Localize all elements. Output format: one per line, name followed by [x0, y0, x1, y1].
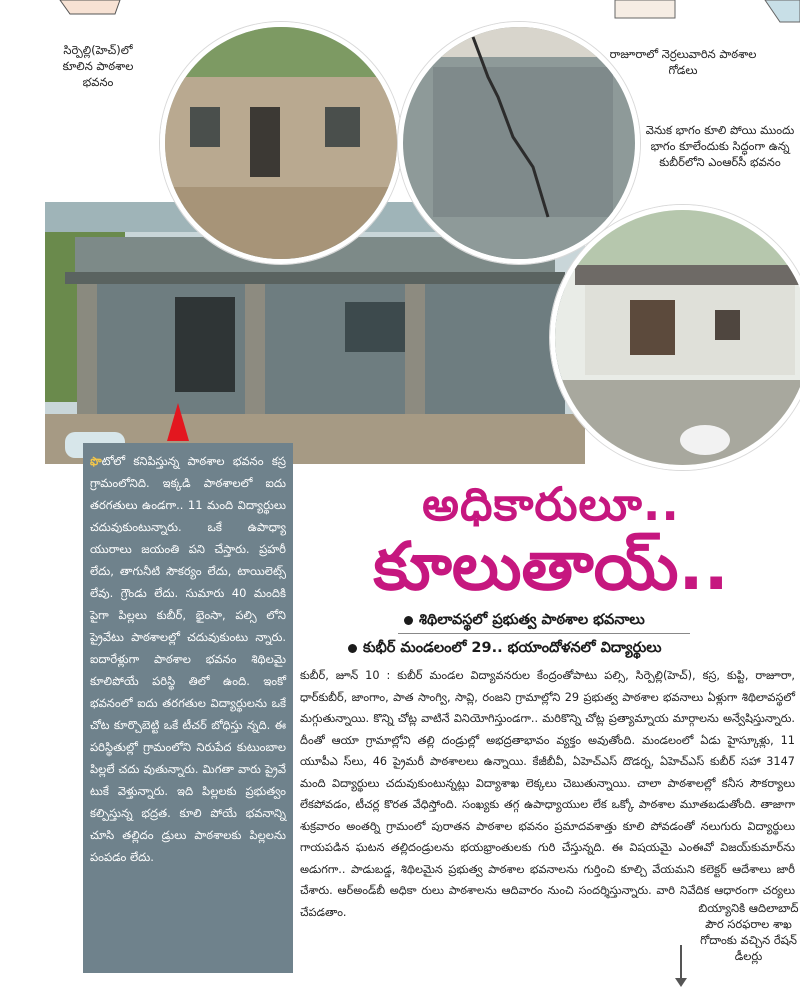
- headline-line-1: అధికారులూ..: [422, 477, 680, 531]
- bullet-icon: [404, 616, 413, 625]
- side-box-body: టోలో కనిపిస్తున్న పాఠశాల భవనం కస్ర గ్రామంలోనిది. ఇక్కడి పాఠశాలలో ఐదు తరగతులు ఉండగా.. 11 మంది విద్యార్థులు చదువుకుంటున్నారు. ఒకే ఉపాధ్యా యురాలు జయంతి పని చేస్తారు. ప్రహరీ లేదు, తాగునీటి సౌకర్యం లేదు, టాయిలెట్స్ లేవు. గ్రౌండు లేదు. సుమారు 40 మందికి పైగా పిల్లలు కుబీర్, భైంసా, పల్సి లోని ప్రైవేటు పాఠశాలల్లో చదువుకుంటు న్నారు. ఐదారేళ్లుగా పాఠశాల భవనం శిథిలమై కూలిపోయే పరిస్థి తిలో ఉంది. ఇంకో భవనంలో ఐదు తరగతుల విద్యార్థులను ఒకే చోట కూర్చొబెట్టి ఒకే టీచర్ బోధిస్తు న్నది. ఈ పరిస్థితుల్లో గ్రామంలోని నిరుపేద కుటుంబాల పిల్లలే చదు వుతున్నారు. మిగతా వారు ప్రైవే టుకే వెళ్తున్నారు. ఇది పిల్లలకు ప్రభుత్వం కల్పిస్తున్న భద్రత. కూలి పోయే భవనాన్ని చూసి తల్లిదం డ్రులు పాఠశాలకు పిల్లలను పంపడం లేదు.: [90, 454, 286, 864]
- caption-cracked-wall: రాజూరాలో నెర్రలువారిన పాఠశాల గోడలు: [609, 47, 757, 77]
- subhead-2: [348, 640, 662, 660]
- caption-mrc-building: వెనుక భాగం కూలి పోయి ముందు భాగం కూలేందుకు సిద్ధంగా ఉన్న కుబీర్‌లోని ఎంఆర్‌సీ భవనం: [645, 123, 795, 169]
- caption-collapsed-school: సిర్పెల్లి(హెచ్)లో కూలిన పాఠశాల భవనం: [62, 43, 134, 89]
- subhead-1-text: శిథిలావస్థలో ప్రభుత్వ పాఠశాల భవనాలు: [419, 612, 645, 628]
- corner-illustration-right: [525, 0, 800, 30]
- mrc-building-photo: [550, 205, 800, 470]
- pointer-arrow-icon: [167, 403, 189, 441]
- headline-line-2: కూలుతాయ్..: [373, 528, 729, 605]
- corner-illustration: [0, 0, 170, 22]
- bullet-icon: [348, 644, 357, 653]
- subhead-divider: [398, 633, 690, 634]
- cracked-wall-photo: [398, 22, 640, 264]
- subhead-1: [404, 612, 645, 632]
- collapsed-school-photo: [160, 22, 402, 264]
- caption-next-story: బియ్యానికి ఆదిలాబాద్ పౌర సరఫరాల శాఖ గోదాంకు వచ్చిన రేషన్ డీలర్లు: [698, 901, 799, 963]
- article-body: కుబీర్, జూన్ 10 : కుబీర్ మండల విద్యావనరుల కేంద్రంతోపాటు పల్సి, సిర్పెల్లి(హెచ్), కస్ర, కుప్టి, రాజూరా, ధార్‌కుబీర్, జాంగాం, పాత సాంగ్వి, సావ్లి, రంజని గ్రామాల్లోని 29 ప్రభుత్వ పాఠశాల భవనాలు ఏళ్లుగా శిథిలావస్థలో మగ్గుతున్నాయి. కొన్ని చోట్ల వాటినే వినియోగిస్తుండగా.. మరికొన్ని చోట్ల ప్రత్యామ్నాయ మార్గాలను అన్వేషిస్తున్నారు. దీంతో ఆయా గ్రామాల్లోని తల్లి దండ్రుల్లో అభద్రతాభావం వ్యక్తం అవుతోంది. మండలంలో ఏడు హైస్కూళ్లు, 11 యూపీఎ స్‌లు, 46 ప్రైమరీ పాఠశాలలు ఉన్నాయి. కేజీబీవీ, ఏహెచ్‌ఎస్ దొడర్న, ఏహెచ్‌ఎస్ కుబీర్ సహా 3147 మంది విద్యార్థులు చదువుకుంటున్నట్లు విద్యాశాఖ లెక్కలు చెబుతున్నాయి. చాలా పాఠశాలల్లో కనీస సౌకర్యాలు లేకపోవడం, టీచర్ల కొరత వేధిస్తోంది. సంఖ్యకు తగ్గ ఉపాధ్యాయుల లేక ఒక్కో పాఠశాల మూతబడుతోంది. తాజాగా శుక్రవారం అంతర్ని గ్రామంలో పురాతన పాఠశాల భవనం ప్రమాదవశాత్తు కూలి పోవడంతో నలుగురు విద్యార్థులు గాయపడిన ఘటన తల్లిదండ్రులను భయభ్రాంతులకు గురి చేస్తున్నది. ఈ విషయమై ఎంఈవో విజయ్‌కుమార్‌ను అడుగగా.. పాడుబడ్డ, శిథిలమైన ప్రభుత్వ పాఠశాల భవనాలను గుర్తించి కూల్చి వేయమని కలెక్టర్ ఆదేశాలు జారీ చేశారు. ఆర్‌అండ్‌బీ అధికా రులు పాఠశాలను ఆదివారం నుంచి సందర్శిస్తున్నారు. వారి నివేదిక ఆధారంగా చర్యలు చేపడతాం.: [300, 669, 795, 919]
- subhead-2-text: కుభీర్ మండలంలో 29.. భయాందోళనలో విద్యార్థులు: [363, 640, 662, 656]
- side-box-text: [90, 450, 286, 868]
- side-box-lead: ఫొ: [90, 454, 102, 468]
- down-arrow-icon: [680, 945, 682, 983]
